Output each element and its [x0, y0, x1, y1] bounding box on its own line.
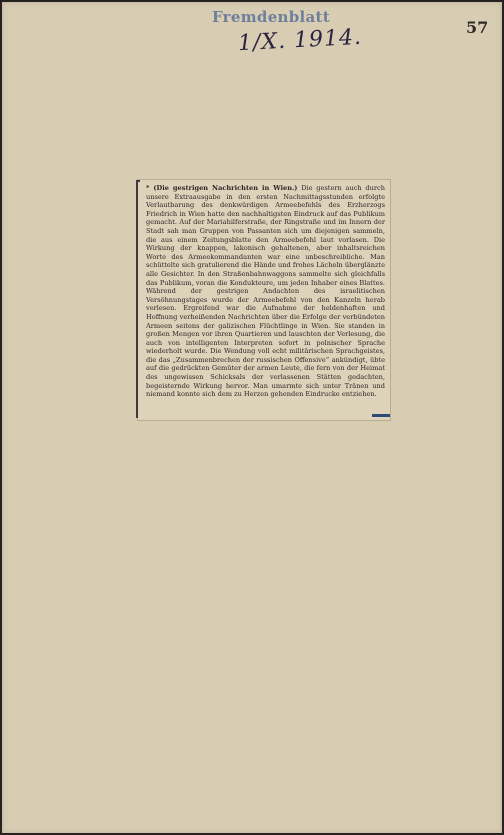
clipping-body: Die gestern auch durch unsere Extraausgabe in den ersten Nachmittagsstunden erfolgte Verlautbarung des denkwürdigen Armeebefehls des Erzherzogs Friedrich in Wien hatte den nachhaltigsten Eindruck auf das Publikum gemacht. Auf der Mariahilferstraße, der Ringstraße und im Innern der Stadt sah man Gruppen von Passanten sich um diejenigen sammeln, die aus einem Zeitungsblatte den Armeebefehl laut vorlasen. Die Wirkung der knappen, lakonisch gehaltenen, aber inhaltsreichen Worte des Armeekommandanten war eine unbeschreibliche. Man schüttelte sich gratulierend die Hände und frohes Lächeln überglänzte alle Gesichter. In den Straßenbahnwaggons sammelte sich gleichfalls das Publikum, voran die Kondukteure, um jeden Inhaber eines Blattes. Während der gestrigen Andachten des israelitischen Versöhnungstages wurde der Armeebefehl von den Kanzeln herab verlesen. Ergreifend war die Aufnahme der heldenhaften und Hoffnung verheißenden Nachrichten über die Erfolge der verbündeten Armeen seitens der galizischen Flüchtlinge in Wien. Sie standen in großen Mengen vor ihren Quartieren und lauschten der Verlesung, die auch von intelligenten Interpreten sofort in polnischer Sprache wiederholt wurde. Die Wendung voll echt militärischen Sprachgeistes, die das „Zusammenbrechen der russischen Offensive“ ankündigt, übte auf die gedrückten Gemüter der armen Leute, die fern von der Heimat des ungewissen Schicksals der verlassenen Stätten gedachten, begeisternde Wirkung hervor. Man umarmte sich unter Tränen und niemand konnte sich dem zu Herzen gehenden Eindrucke entziehen.: [146, 184, 385, 399]
clipping-bracket-mark: [136, 180, 140, 418]
clipping-text: [146, 184, 385, 399]
newspaper-name-stamp: Fremdenblatt: [212, 8, 331, 26]
newspaper-clipping: [137, 179, 391, 421]
clipping-end-mark: [372, 414, 390, 417]
clipping-headline: * (Die gestrigen Nachrichten in Wien.): [146, 184, 298, 192]
page-number: 57: [466, 18, 489, 37]
handwritten-date: 1/X. 1914.: [237, 24, 363, 57]
